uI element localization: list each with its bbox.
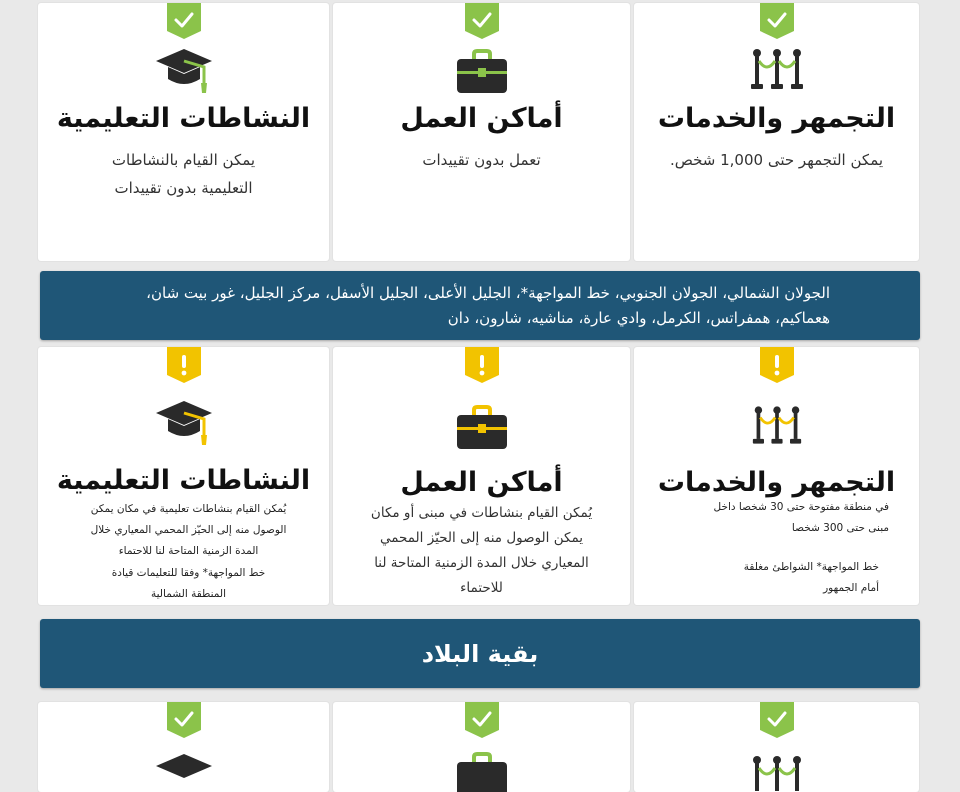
briefcase-icon: [456, 405, 508, 451]
card-note: خط المواجهة* الشواطئ مغلقة أمام الجمهور: [743, 561, 879, 594]
rest-of-country-banner: [40, 619, 920, 688]
check-badge: [760, 3, 794, 39]
card-description: تعمل بدون تقييدات: [422, 151, 541, 169]
exclamation-icon: [760, 347, 794, 383]
exclamation-icon: [465, 347, 499, 383]
check-badge: [465, 3, 499, 39]
graduation-cap-icon: [154, 47, 214, 101]
stanchion-rope-icon: [749, 754, 805, 792]
briefcase-icon: [456, 752, 508, 792]
card-description: يمكن التجمهر حتى 1,000 شخص.: [669, 151, 884, 169]
graduation-cap-icon: [154, 399, 214, 453]
check-icon: [760, 702, 794, 738]
region-list: الجولان الشمالي، الجولان الجنوبي، خط المواجهة*، الجليل الأعلى، الجليل الأسفل، مركز الجليل، غور بيت شان، هعماكيم، همفراتس، الكرمل، وادي عارة، مناشيه، شارون، دان: [146, 284, 830, 327]
card-gathering-top: [634, 3, 919, 261]
check-icon: [760, 3, 794, 39]
stanchion-rope-icon: [751, 403, 803, 447]
card-title: النشاطات التعليمية: [56, 103, 311, 134]
warning-badge: [465, 347, 499, 383]
stanchion-rope-icon: [749, 47, 805, 91]
check-icon: [465, 3, 499, 39]
card-title: النشاطات التعليمية: [56, 465, 311, 496]
card-description: في منطقة مفتوحة حتى 30 شخصا داخل مبنى حتى 300 شخصا: [713, 501, 889, 534]
card-description: يمكن القيام بالنشاطات التعليمية بدون تقييدات: [111, 151, 256, 197]
card-gathering-bottom: [634, 702, 919, 792]
check-icon: [167, 702, 201, 738]
card-title: التجمهر والخدمات: [657, 467, 896, 498]
card-workplaces-middle: [333, 347, 630, 605]
graduation-cap-icon: [154, 752, 214, 792]
section-heading: بقية البلاد: [421, 639, 539, 668]
card-title: أماكن العمل: [400, 103, 563, 134]
card-title: التجمهر والخدمات: [657, 103, 896, 134]
check-icon: [465, 702, 499, 738]
check-badge: [167, 3, 201, 39]
check-badge: [167, 702, 201, 738]
check-icon: [167, 3, 201, 39]
card-note: خط المواجهة* وفقا للتعليمات قيادة المنطقة الشمالية: [111, 567, 266, 600]
warning-badge: [760, 347, 794, 383]
card-education-bottom: [38, 702, 329, 792]
card-workplaces-top: [333, 3, 630, 261]
card-description: يُمكن القيام بنشاطات تعليمية في مكان يمكن الوصول منه إلى الحيّز المحمي المعياري خلال المدة الزمنية المتاحة لنا للاحتماء: [90, 503, 287, 557]
card-title: أماكن العمل: [400, 467, 563, 498]
briefcase-icon: [456, 49, 508, 95]
warning-badge: [167, 347, 201, 383]
check-badge: [760, 702, 794, 738]
check-badge: [465, 702, 499, 738]
card-education-top: [38, 3, 329, 261]
card-workplaces-bottom: [333, 702, 630, 792]
exclamation-icon: [167, 347, 201, 383]
card-description: يُمكن القيام بنشاطات في مبنى أو مكان يمكن الوصول منه إلى الحيّز المحمي المعياري خلال المدة الزمنية المتاحة لنا للاحتماء: [370, 505, 593, 596]
region-banner: [40, 271, 920, 340]
card-gathering-middle: [634, 347, 919, 605]
card-education-middle: [38, 347, 329, 605]
